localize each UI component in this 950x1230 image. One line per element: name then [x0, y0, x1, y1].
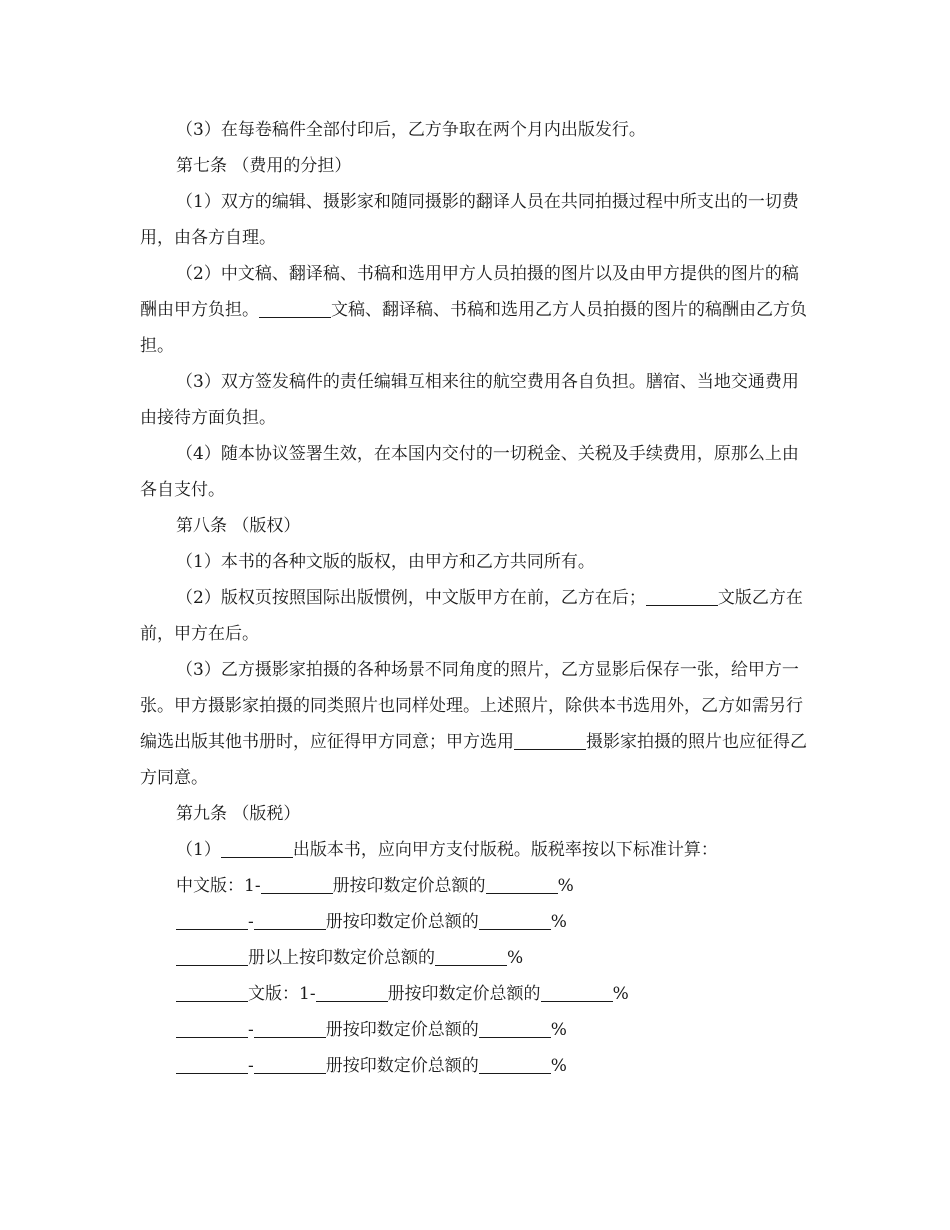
clause-text: （1）本书的各种文版的版权，由甲方和乙方共同所有。 [176, 552, 595, 572]
clause-7-3 [140, 364, 812, 436]
blank-field [254, 1020, 326, 1038]
percent-sign: % [550, 1020, 567, 1040]
article-7-heading [140, 148, 812, 184]
clause-text: （3）在每卷稿件全部付印后，乙方争取在两个月内出版发行。 [176, 120, 646, 140]
blank-field [316, 984, 388, 1002]
blank-field [221, 840, 293, 858]
range-dash: - [248, 1020, 254, 1040]
rate-label: 册以上按印数定价总额的 [248, 948, 435, 968]
clause-text: 出版本书，应向甲方支付版税。版税率按以下标准计算： [292, 840, 718, 860]
rate-label: 册按印数定价总额的 [387, 984, 541, 1004]
article-9-heading [140, 796, 812, 832]
blank-field [176, 1020, 248, 1038]
rate-line [140, 1048, 812, 1084]
clause-text: 摄影家拍摄的照片也应征得乙方同意。 [140, 732, 807, 788]
blank-field [646, 588, 718, 606]
blank-field [176, 1056, 248, 1074]
clause-text: （3）乙方摄影家拍摄的各种场景不同角度的照片，乙方显影后保存一张，给甲方一张。甲方摄影家拍摄的同类照片也同样处理。上述照片，除供本书选用外，乙方如需另行编选出版其他书册时，应征得甲方同意；甲方选用 [140, 660, 803, 752]
document-body [140, 112, 812, 1084]
blank-field [176, 984, 248, 1002]
rate-label: 册按印数定价总额的 [325, 1020, 479, 1040]
range-dash: - [248, 912, 254, 932]
blank-field [176, 948, 248, 966]
blank-field [176, 912, 248, 930]
clause-text: （3）双方签发稿件的责任编辑互相来往的航空费用各自负担。膳宿、当地交通费用由接待方面负担。 [140, 372, 799, 428]
percent-sign: % [550, 1056, 567, 1076]
clause-7-2 [140, 256, 812, 364]
clause-text: （1）双方的编辑、摄影家和随同摄影的翻译人员在共同拍摄过程中所支出的一切费用，由各方自理。 [140, 192, 799, 248]
blank-field [479, 1020, 551, 1038]
blank-field [254, 1056, 326, 1074]
clause-6-3 [140, 112, 812, 148]
blank-field [486, 876, 558, 894]
clause-text: 文版乙方在前，甲方在后。 [140, 588, 803, 644]
blank-field [254, 912, 326, 930]
blank-field [541, 984, 613, 1002]
rate-label: 文版：1- [248, 984, 316, 1004]
range-dash: - [248, 1056, 254, 1076]
rate-line [140, 1012, 812, 1048]
clause-text: （1） [176, 840, 221, 860]
rate-line [140, 976, 812, 1012]
clause-8-2 [140, 580, 812, 652]
rate-line [140, 940, 812, 976]
clause-8-1 [140, 544, 812, 580]
blank-field [514, 732, 586, 750]
blank-field [435, 948, 507, 966]
heading-text: 第八条 （版权） [176, 516, 301, 536]
heading-text: 第九条 （版税） [176, 804, 301, 824]
article-8-heading [140, 508, 812, 544]
clause-7-1 [140, 184, 812, 256]
heading-text: 第七条 （费用的分担） [176, 156, 352, 176]
percent-sign: % [612, 984, 629, 1004]
rate-line [140, 904, 812, 940]
percent-sign: % [550, 912, 567, 932]
clause-text: （4）随本协议签署生效，在本国内交付的一切税金、关税及手续费用，原那么上由各自支付。 [140, 444, 799, 500]
blank-field [479, 1056, 551, 1074]
rate-label: 册按印数定价总额的 [325, 1056, 479, 1076]
blank-field [261, 876, 333, 894]
rate-label: 册按印数定价总额的 [332, 876, 486, 896]
clause-8-3 [140, 652, 812, 796]
clause-text: （2）版权页按照国际出版惯例，中文版甲方在前，乙方在后； [176, 588, 646, 608]
rate-label: 中文版：1- [176, 876, 261, 896]
percent-sign: % [557, 876, 574, 896]
percent-sign: % [507, 948, 524, 968]
rate-line [140, 868, 812, 904]
blank-field [479, 912, 551, 930]
clause-9-1 [140, 832, 812, 868]
clause-text: （2）中文稿、翻译稿、书稿和选用甲方人员拍摄的图片以及由甲方提供的图片的稿酬由甲方负担。 [140, 264, 799, 320]
clause-text: 文稿、翻译稿、书稿和选用乙方人员拍摄的图片的稿酬由乙方负担。 [140, 300, 807, 356]
rate-label: 册按印数定价总额的 [325, 912, 479, 932]
clause-7-4 [140, 436, 812, 508]
blank-field [259, 300, 331, 318]
